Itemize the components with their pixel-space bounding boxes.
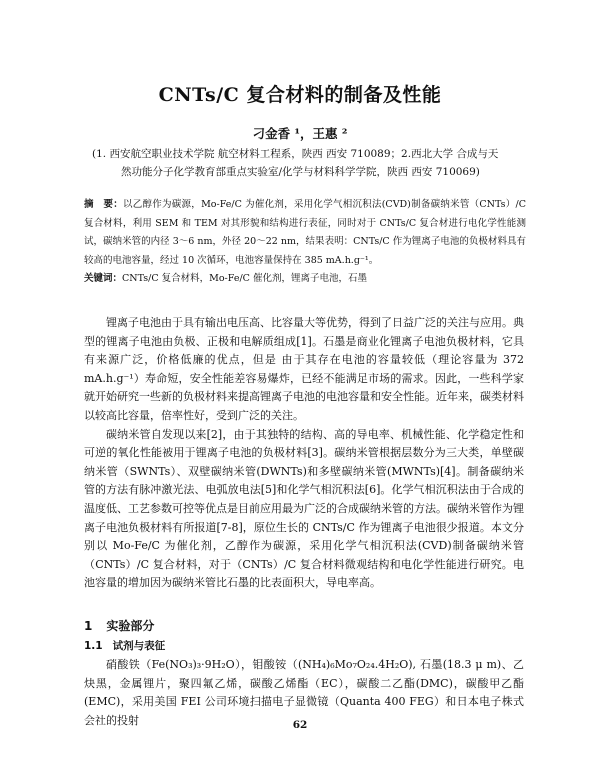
page-number: 62 — [292, 719, 308, 731]
section-number: 1 — [84, 619, 93, 633]
keywords-label: 关键词： — [84, 273, 123, 284]
keywords-paragraph — [84, 270, 526, 289]
subsection-heading-1-1 — [84, 638, 165, 653]
subsection-title: 试剂与表征 — [112, 640, 166, 652]
methods-paragraph-1: 硝酸铁（Fe(NO₃)₃·9H₂O），钼酸铵（(NH₄)₆Mo₇O₂₄.4H₂O), 石墨(18.3 μ m)、乙炔黑，金属锂片，聚四氟乙烯，碳酸乙烯酯（EC），碳酸二乙酯(DMC)，碳酸甲乙酯(EMC)，采用美国 FEI 公司环境扫描电子显微镜（Quanta 400 FEG）和日本电子株式会社的投射 — [84, 658, 524, 727]
intro-paragraph-1: 锂离子电池由于具有输出电压高、比容量大等优势，得到了日益广泛的关注与应用。典型的锂离子电池由负极、正极和电解质组成[1]。石墨是商业化锂离子电池负极材料，它具有来源广泛，价格低廉的优点，但是 由于其存在电池的容量较低（理论容量为 372 mA.h.g⁻¹）寿命短，安全性能差容易爆炸，已经不能满足市场的需求。因此，一些科学家就开始研究一些新的负极材料来提高锂离子电池的电池容量和安全性能。近年来，碳类材料以较高比容量，倍率性好，受到广泛的关注。 — [84, 316, 524, 422]
abstract-paragraph — [84, 196, 526, 270]
paper-title: CNTs/C 复合材料的制备及性能 — [158, 84, 442, 106]
abstract-text: 以乙醇作为碳源，Mo-Fe/C 为催化剂，采用化学气相沉积法(CVD)制备碳纳米管（CNTs）/C 复合材料，利用 SEM 和 TEM 对其形貌和结构进行表征，同时对于 CNTs/C 复合材进行电化学性能测试，碳纳米管的内径 3～6 nm，外径 20～22 nm，结果表明：CNTs/C 作为锂离子电池的负极材料具有较高的电池容量，经过 10 次循环，电池容量保持在 385 mA.h.g⁻¹。 — [84, 199, 526, 266]
introduction — [84, 314, 524, 593]
section-heading-1 — [84, 617, 154, 634]
affiliation-line-1: (1. 西安航空职业技术学院 航空材料工程系，陕西 西安 710089；2.西北大学 合成与天 — [92, 148, 499, 160]
subsection-number: 1.1 — [84, 640, 103, 652]
affiliations — [92, 145, 532, 181]
keywords-text: CNTs/C 复合材料，Mo-Fe/C 催化剂，锂离子电池，石墨 — [122, 273, 367, 284]
intro-paragraph-2: 碳纳米管自发现以来[2]，由于其独特的结构、高的导电率、机械性能、化学稳定性和可逆的氧化性能被用于锂离子电池的负极材料[3]。碳纳米管根据层数分为三大类，单壁碳纳米管（SWNTs）、双壁碳纳米管(DWNTs)和多壁碳纳米管(MWNTs)[4]。制备碳纳米管的方法有脉冲激光法、电弧放电法[5]和化学气相沉积法[6]。化学气相沉积法由于合成的温度低、工艺参数可控等优点是目前应用最为广泛的合成碳纳米管的方法。碳纳米管作为锂离子电池负极材料有所报道[7-8]，原位生长的 CNTs/C 作为锂离子电池很少报道。本文分别以 Mo-Fe/C 为催化剂，乙醇作为碳源，采用化学气相沉积法(CVD)制备碳纳米管（CNTs）/C 复合材料，对于（CNTs）/C 复合材料微观结构和电化学性能进行研究。电池容量的增加因为碳纳米管比石墨的比表面积大，导电率高。 — [84, 427, 524, 590]
abstract-label: 摘 要： — [84, 199, 124, 210]
affiliation-line-2: 然功能分子化学教育部重点实验室/化学与材料科学学院，陕西 西安 710069) — [121, 166, 480, 178]
section-title: 实验部分 — [106, 619, 155, 633]
author-line: 刁金香 ¹，王惠 ² — [252, 126, 348, 141]
abstract-block — [84, 196, 526, 289]
